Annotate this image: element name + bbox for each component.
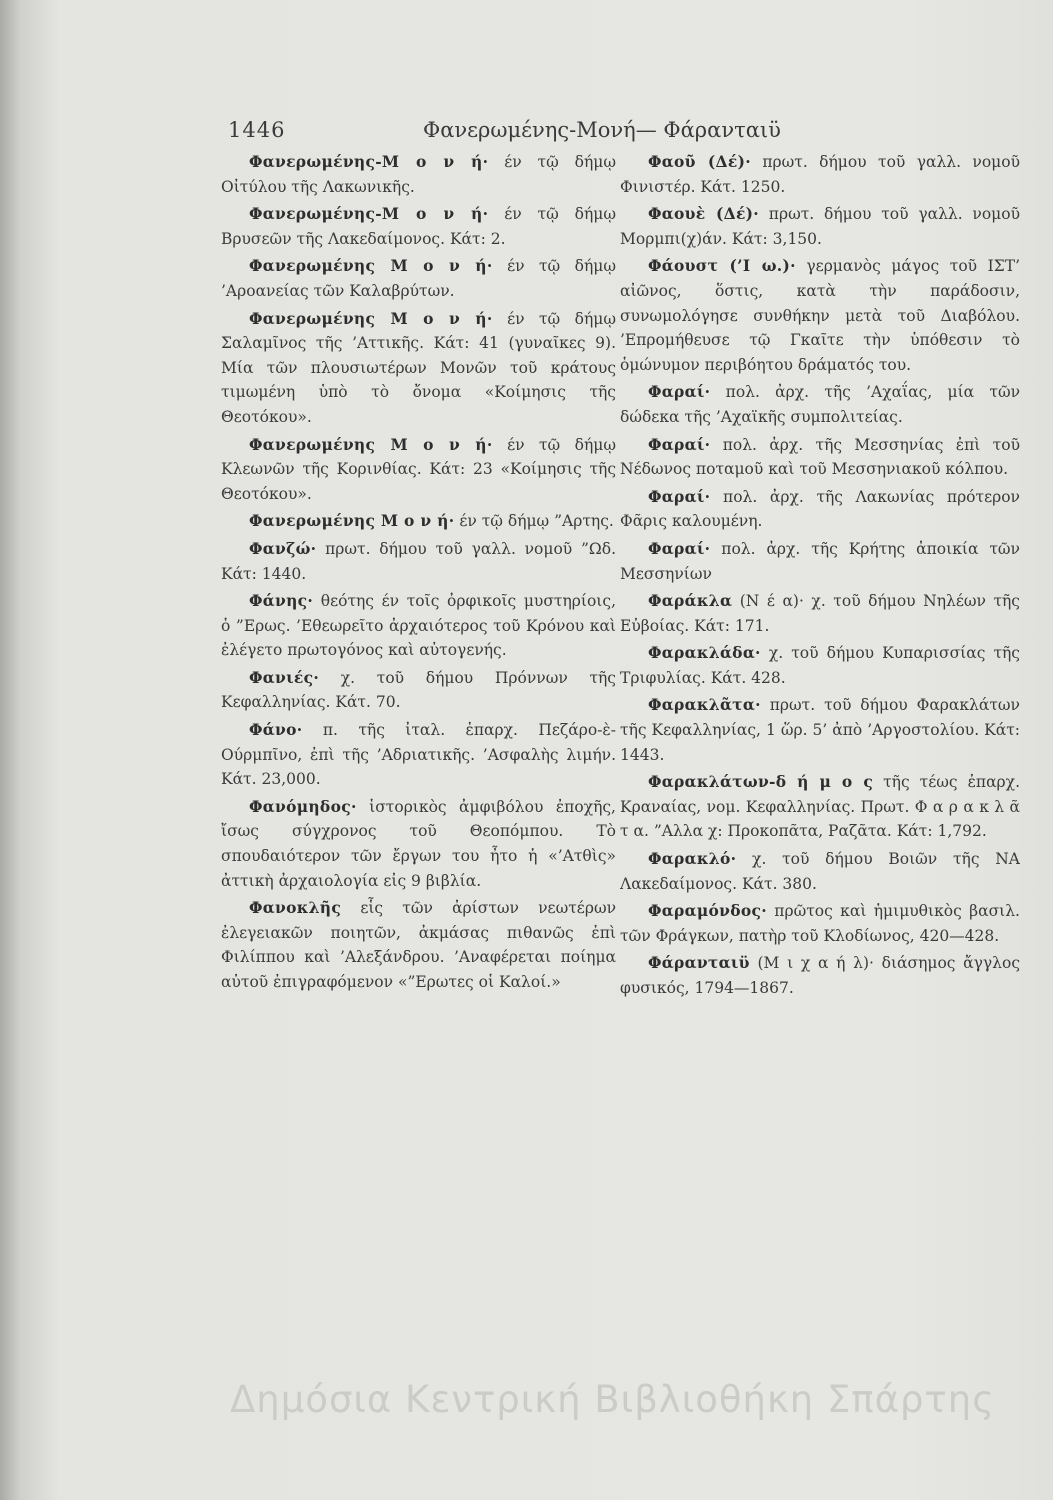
entry-text: (Μ ι χ α ή λ)· διάσημος ἄγγλος φυσικός, 1794—1867. — [620, 954, 1020, 997]
entry-headword: Φαρακλό· — [648, 849, 737, 869]
entry-text: π. τῆς ἰταλ. ἐπαρχ. Πεζάρο-ὲ-Ούρμπῖνο, ἐπὶ τῆς ’Αδριατικῆς. ’Ασφαλὴς λιμήν. Κάτ. 23,000. — [221, 721, 616, 789]
entry-headword: Φαρακλάδα· — [648, 643, 761, 663]
entry-headword: Φαοῦ (Δέ)· — [648, 152, 751, 171]
dictionary-entry — [620, 537, 1020, 586]
dictionary-entry — [221, 307, 616, 430]
entry-text: έν τῷ δήμῳ Σαλαμῖνος τῆς ’Αττικῆς. Κάτ: 41 (γυναῖκες 9). Μία τῶν πλουσιωτέρων Μονῶν τοῦ κράτους τιμωμένη ὑπὸ τὸ ὄνομα «Κοίμησις τῆς Θεοτόκου». — [221, 309, 616, 426]
entry-text: θεότης έν τοῖς ὀρφικοῖς μυστηρίοις, ὁ ”Ερως. ’Εθεωρεῖτο ἀρχαιότερος τοῦ Κρόνου καὶ ἐλέγετο πρωτογόνος καὶ αὐτογενής. — [221, 592, 616, 660]
dictionary-entry — [221, 718, 616, 792]
entry-headword: Φανερωμένης Μ ο ν ή· — [249, 256, 493, 276]
entry-text: πρωτ. δήμου τοῦ γαλλ. νομοῦ ”Ωδ. Κάτ: 1440. — [221, 539, 616, 583]
entry-headword: Φάουστ (’Ι ω.)· — [648, 256, 796, 276]
entry-headword: Φανερωμένης Μ ο ν ή· — [249, 434, 493, 454]
page-number: 1446 — [228, 118, 286, 142]
entry-text: ἱστορικὸς ἀμφιβόλου ἐποχῆς, ἴσως σύγχρονος τοῦ Θεοπόμπου. Τὸ σπουδαιότερον τῶν ἔργων του ἦτο ἡ «’Ατθὶς» ἀττικὴ ἀρχαιολογία εἰς 9 βιβλία. — [221, 797, 616, 890]
entry-headword: Φαραί· — [648, 382, 711, 402]
dictionary-entry — [221, 896, 616, 994]
dictionary-entry — [620, 485, 1020, 534]
dictionary-entry — [620, 433, 1020, 482]
entry-text: έν τῷ δήμῳ ’Αροανείας τῶν Καλαβρύτων. — [221, 257, 616, 300]
entry-text: πρωτ. δήμου τοῦ γαλλ. νομοῦ Μορμπι(χ)άν. Κάτ: 3,150. — [620, 205, 1021, 248]
library-watermark: Δημόσια Κεντρική Βιβλιοθήκη Σπάρτης — [230, 1378, 995, 1421]
entry-text: έν τῷ δήμῳ Βρυσεῶν τῆς Λακεδαίμονος. Κάτ: 2. — [221, 205, 616, 248]
entry-text: πολ. ἀρχ. τῆς Μεσσηνίας ἐπὶ τοῦ Νέδωνος ποταμοῦ καὶ τοῦ Μεσσηνιακοῦ κόλπου. — [620, 435, 1020, 479]
entry-text: πολ. ἀρχ. τῆς ’Αχαΐας, μία τῶν δώδεκα τῆς ’Αχαϊκῆς συμπολιτείας. — [620, 383, 1021, 426]
dictionary-entry — [221, 150, 616, 199]
left-column — [221, 150, 616, 998]
dictionary-entry — [221, 433, 616, 507]
dictionary-entry — [620, 589, 1020, 638]
entry-headword: Φανζώ· — [249, 538, 317, 558]
entry-text: τῆς τέως ἐπαρχ. Κραναίας, νομ. Κεφαλληνίας. Πρωτ. Φ α ρ α κ λ ᾶ τ α. ”Αλλα χ: Προκοπᾶτα, Ραζᾶτα. Κάτ: 1,792. — [620, 773, 1020, 841]
entry-text: πρῶτος καὶ ἡμιμυθικὸς βασιλ. τῶν Φράγκων, πατὴρ τοῦ Κλοδίωνος, 420—428. — [620, 902, 1020, 945]
entry-headword: Φανερωμένης Μ ο ν ή· — [249, 308, 493, 328]
dictionary-entry — [221, 589, 616, 663]
entry-headword: Φανερωμένης Μ ο ν ή· — [249, 511, 455, 531]
entry-text: (Ν έ α)· χ. τοῦ δήμου Νηλέων τῆς Εὐβοίας. Κάτ: 171. — [620, 592, 1020, 635]
dictionary-entry — [221, 537, 616, 586]
entry-headword: Φαραί· — [648, 486, 711, 506]
dictionary-entry — [620, 899, 1020, 948]
entry-text: πολ. ἀρχ. τῆς Κρήτης ἀποικία τῶν Μεσσηνίων — [620, 539, 1020, 583]
entry-text: έν τῷ δήμῳ Οἰτύλου τῆς Λακωνικῆς. — [221, 153, 616, 196]
dictionary-entry — [221, 666, 616, 715]
dictionary-entry — [221, 509, 616, 534]
dictionary-entry — [620, 951, 1020, 1000]
entry-text: έν τῷ δήμῳ Κλεωνῶν τῆς Κορινθίας. Κάτ: 23 «Κοίμησις τῆς Θεοτόκου». — [221, 435, 616, 503]
entry-text: εἷς τῶν ἀρίστων νεωτέρων ἐλεγειακῶν ποιητῶν, ἀκμάσας πιθανῶς ἐπὶ Φιλίππου καὶ ’Αλεξάνδρου. ’Αναφέρεται ποίημα αὐτοῦ ἐπιγραφόμενον «”Ερωτες οἱ Καλοί.» — [221, 899, 617, 991]
entry-headword: Φανερωμένης-Μ ο ν ή· — [249, 204, 489, 224]
right-column — [620, 150, 1020, 1004]
entry-headword: Φαραί· — [648, 434, 711, 454]
dictionary-entry — [620, 770, 1020, 844]
entry-headword: Φάνο· — [249, 720, 303, 740]
entry-headword: Φαράκλα — [648, 591, 733, 611]
entry-text: γερμανὸς μάγος τοῦ ΙΣΤ’ αἰῶνος, ὅστις, κατὰ τὴν παράδοσιν, συνωμολόγησε συνθήκην μετὰ τοῦ Διαβόλου. ’Επρομήθευσε τῷ Γκαῖτε τὴν ὑπόθεσιν τὸ ὁμώνυμον περιβόητου δράματός του. — [620, 257, 1020, 374]
running-title: Φανερωμένης-Μονή— Φάρανταιϋ — [423, 118, 781, 142]
entry-headword: Φαραμόνδος· — [648, 901, 767, 921]
dictionary-entry — [620, 641, 1020, 690]
entry-text: πρωτ. τοῦ δήμου Φαρακλάτων τῆς Κεφαλληνίας, 1 ὥρ. 5’ ἀπὸ ’Αργοστολίου. Κάτ: 1443. — [620, 696, 1020, 764]
dictionary-entry — [620, 202, 1020, 251]
dictionary-entry — [620, 380, 1020, 429]
dictionary-entry — [620, 847, 1020, 896]
entry-text: χ. τοῦ δήμου Πρόννων τῆς Κεφαλληνίας. Κάτ. 70. — [221, 668, 616, 712]
entry-headword: Φαραί· — [648, 538, 711, 558]
entry-text: χ. τοῦ δήμου Βοιῶν τῆς ΝΑ Λακεδαίμονος. Κάτ. 380. — [620, 850, 1020, 893]
entry-text: χ. τοῦ δήμου Κυπαρισσίας τῆς Τριφυλίας. Κάτ. 428. — [620, 644, 1020, 687]
entry-headword: Φανόμηδος· — [249, 796, 357, 816]
dictionary-entry — [620, 150, 1020, 199]
entry-headword: Φαρακλᾶτα· — [648, 695, 761, 715]
entry-headword: Φαουὲ (Δέ)· — [648, 204, 760, 224]
dictionary-entry — [620, 693, 1020, 767]
entry-headword: Φάρανταιϋ — [648, 953, 750, 973]
entry-text: πρωτ. δήμου τοῦ γαλλ. νομοῦ Φινιστέρ. Κάτ. 1250. — [620, 153, 1020, 196]
dictionary-entry — [221, 202, 616, 251]
dictionary-entry — [620, 254, 1020, 377]
entry-text: έν τῷ δήμῳ ”Αρτης. — [459, 512, 614, 531]
dictionary-entry — [221, 795, 616, 893]
entry-headword: Φαρακλάτων-δ ή μ ο ς — [648, 772, 874, 792]
entry-headword: Φάνης· — [249, 591, 314, 611]
entry-text: πολ. ἀρχ. τῆς Λακωνίας πρότερον Φᾶρις καλουμένη. — [620, 487, 1020, 531]
entry-headword: Φανοκλῆς — [249, 898, 342, 918]
entry-headword: Φανιές· — [249, 667, 320, 687]
entry-headword: Φανερωμένης-Μ ο ν ή· — [249, 152, 489, 171]
dictionary-entry — [221, 254, 616, 303]
